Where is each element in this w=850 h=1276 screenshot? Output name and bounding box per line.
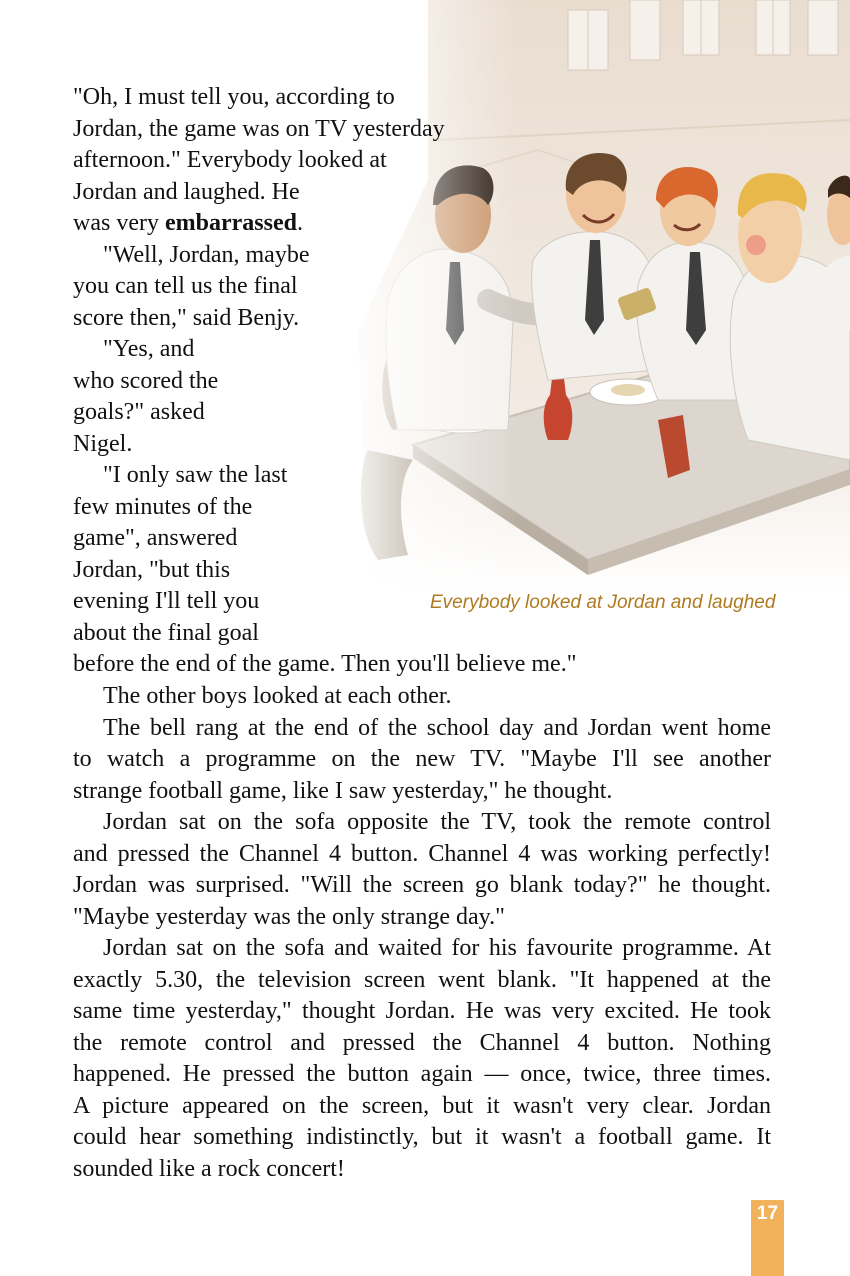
story-line: "Well, Jordan, maybe [103, 242, 310, 268]
story-text: was very [73, 210, 165, 236]
story-line: exactly 5.30, the television screen went blank. "It happened at the [73, 967, 771, 993]
story-line: The bell rang at the end of the school day and Jordan went home [103, 715, 771, 741]
story-line: Jordan was surprised. "Will the screen go blank today?" he thought. [73, 872, 771, 898]
story-line: afternoon." Everybody looked at [73, 147, 387, 173]
story-line [73, 208, 303, 239]
story-line: game", answered [73, 525, 238, 551]
story-line: sounded like a rock concert! [73, 1156, 345, 1182]
story-line: Jordan, the game was on TV yesterday [73, 116, 445, 142]
story-line: Jordan, "but this [73, 557, 231, 583]
story-line: same time yesterday," thought Jordan. He was very excited. He took [73, 998, 771, 1024]
story-line: happened. He pressed the button again — once, twice, three times. [73, 1061, 771, 1087]
story-line: Jordan sat on the sofa opposite the TV, took the remote control [103, 809, 771, 835]
story-line: "Maybe yesterday was the only strange day." [73, 904, 505, 930]
story-line: The other boys looked at each other. [103, 683, 452, 709]
story-line: score then," said Benjy. [73, 305, 300, 331]
story-line: few minutes of the [73, 494, 253, 520]
story-line: "Yes, and [103, 336, 195, 362]
story-line: the remote control and pressed the Channel 4 button. Nothing [73, 1030, 771, 1056]
story-line: about the final goal [73, 620, 259, 646]
page-number-tab [751, 1200, 784, 1276]
story-line: Nigel. [73, 431, 133, 457]
story-line: who scored the [73, 368, 219, 394]
page-number: 17 [756, 1203, 779, 1224]
story-line: goals?" asked [73, 399, 205, 425]
illustration-caption: Everybody looked at Jordan and laughed [430, 592, 776, 613]
story-line: "I only saw the last [103, 462, 288, 488]
story-line: strange football game, like I saw yesterday," he thought. [73, 778, 613, 804]
story-line: Jordan sat on the sofa and waited for his favourite programme. At [103, 935, 771, 961]
illustration-boys-at-lunch-table [338, 0, 850, 590]
story-line: Jordan and laughed. He [73, 179, 300, 205]
story-text: . [296, 210, 303, 236]
story-line: evening I'll tell you [73, 588, 260, 614]
story-line: could hear something indistinctly, but it wasn't a football game. It [73, 1124, 771, 1150]
story-line: "Oh, I must tell you, according to [73, 84, 395, 110]
vocabulary-word: embarrassed [164, 210, 297, 236]
story-line: to watch a programme on the new TV. "Maybe I'll see another [73, 746, 771, 772]
story-line: before the end of the game. Then you'll believe me." [73, 651, 577, 677]
story-line: A picture appeared on the screen, but it wasn't very clear. Jordan [73, 1093, 771, 1119]
story-line: and pressed the Channel 4 button. Channel 4 was working perfectly! [73, 841, 771, 867]
story-line: you can tell us the final [73, 273, 298, 299]
